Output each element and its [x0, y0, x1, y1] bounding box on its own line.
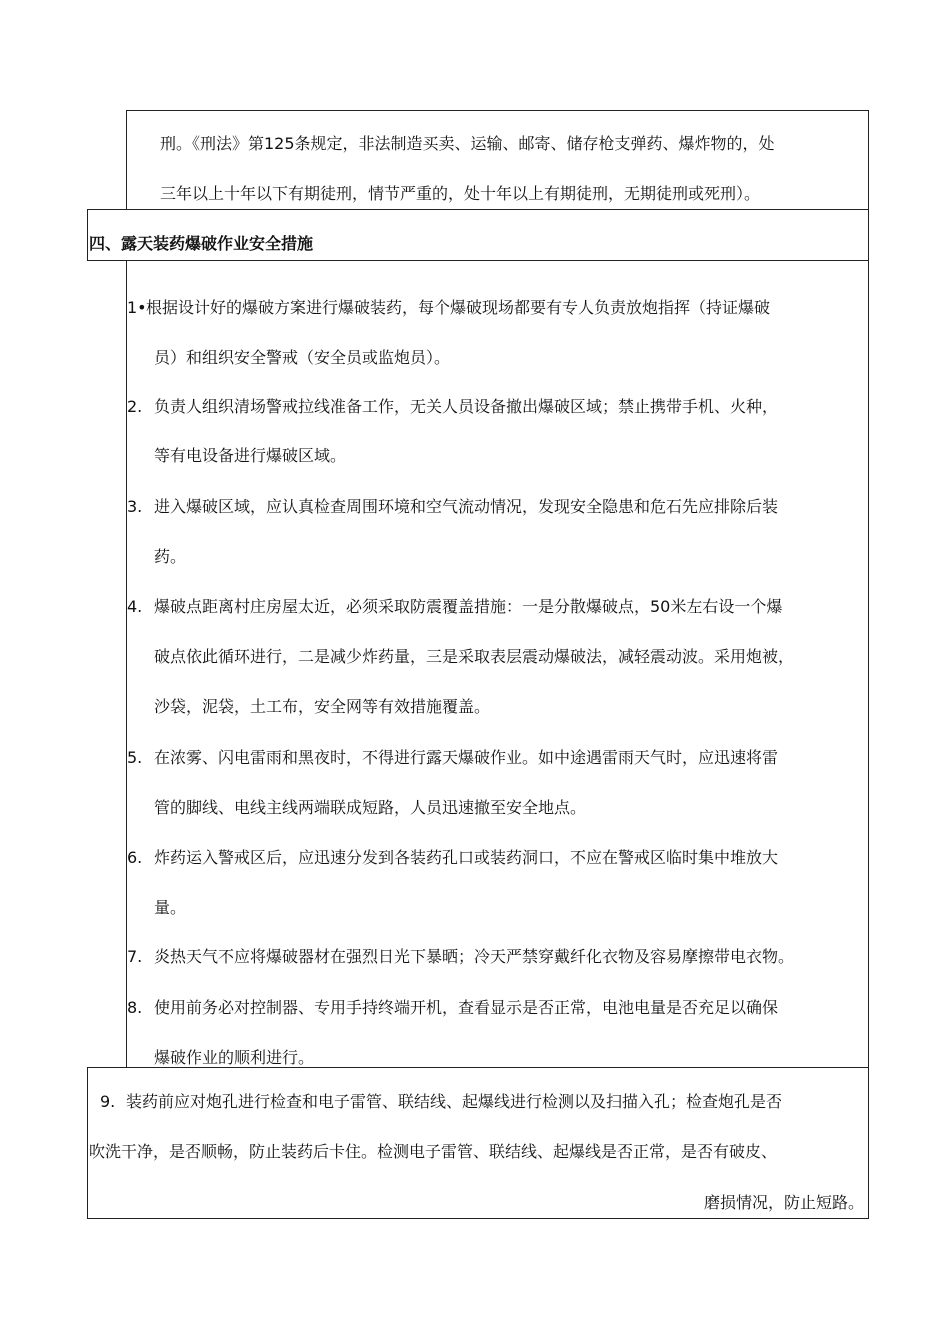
item-number: 4. [127, 597, 143, 616]
item-number: 2. [127, 397, 143, 416]
continuation-line-1: 刑。《刑法》第125条规定，非法制造买卖、运输、邮寄、储存枪支弹药、爆炸物的，处 [160, 134, 775, 153]
item-line: 爆破作业的顺利进行。 [154, 1048, 315, 1067]
item-line: 药。 [154, 547, 187, 566]
item-line: 炸药运入警戒区后，应迅速分发到各装药孔口或装药洞口，不应在警戒区临时集中堆放大 [154, 848, 779, 867]
item-line: 炎热天气不应将爆破器材在强烈日光下暴晒；冷天严禁穿戴纤化衣物及容易摩擦带电衣物。 [154, 947, 795, 966]
item-line: 负责人组织清场警戒拉线准备工作，无关人员设备撤出爆破区域；禁止携带手机、火种， [154, 397, 779, 416]
item-line: 在浓雾、闪电雷雨和黑夜时，不得进行露天爆破作业。如中途遇雷雨天气时，应迅速将雷 [154, 748, 779, 767]
item-9-line-2: 吹洗干净，是否顺畅，防止装药后卡住。检测电子雷管、联结线、起爆线是否正常，是否有破皮、 [89, 1142, 778, 1161]
item-line: 等有电设备进行爆破区域。 [154, 446, 347, 465]
item-number: 8. [127, 998, 143, 1017]
item-number: 5. [127, 748, 143, 767]
section-title: 四、露天装药爆破作业安全措施 [89, 234, 314, 253]
item-line: 沙袋，泥袋，土工布，安全网等有效措施覆盖。 [154, 697, 491, 716]
item-line: 进入爆破区域，应认真检查周围环境和空气流动情况，发现安全隐患和危石先应排除后装 [154, 497, 779, 516]
continuation-line-2: 三年以上十年以下有期徒刑，情节严重的，处十年以上有期徒刑，无期徒刑或死刑）。 [160, 184, 761, 203]
item-number: 6. [127, 848, 143, 867]
item-number: 1• [127, 298, 147, 317]
item-line: 破点依此循环进行，二是减少炸药量，三是采取表层震动爆破法，减轻震动波。采用炮被， [154, 647, 795, 666]
item-line: 爆破点距离村庄房屋太近，必须采取防震覆盖措施：一是分散爆破点，50米左右设一个爆 [154, 597, 783, 616]
item-9-number: 9. [100, 1092, 116, 1111]
item-9-line-3: 磨损情况，防止短路。 [703, 1193, 864, 1212]
item-number: 7. [127, 947, 143, 966]
item-line: 员）和组织安全警戒（安全员或监炮员）。 [154, 348, 451, 367]
item-number: 3. [127, 497, 143, 516]
item-line: 根据设计好的爆破方案进行爆破装药，每个爆破现场都要有专人负责放炮指挥（持证爆破 [146, 298, 771, 317]
item-line: 管的脚线、电线主线两端联成短路，人员迅速撤至安全地点。 [154, 798, 587, 817]
item-9-line-1: 装药前应对炮孔进行检查和电子雷管、联结线、起爆线进行检测以及扫描入孔；检查炮孔是否 [126, 1092, 783, 1111]
item-line: 使用前务必对控制器、专用手持终端开机，查看显示是否正常，电池电量是否充足以确保 [154, 998, 779, 1017]
item-line: 量。 [154, 898, 187, 917]
